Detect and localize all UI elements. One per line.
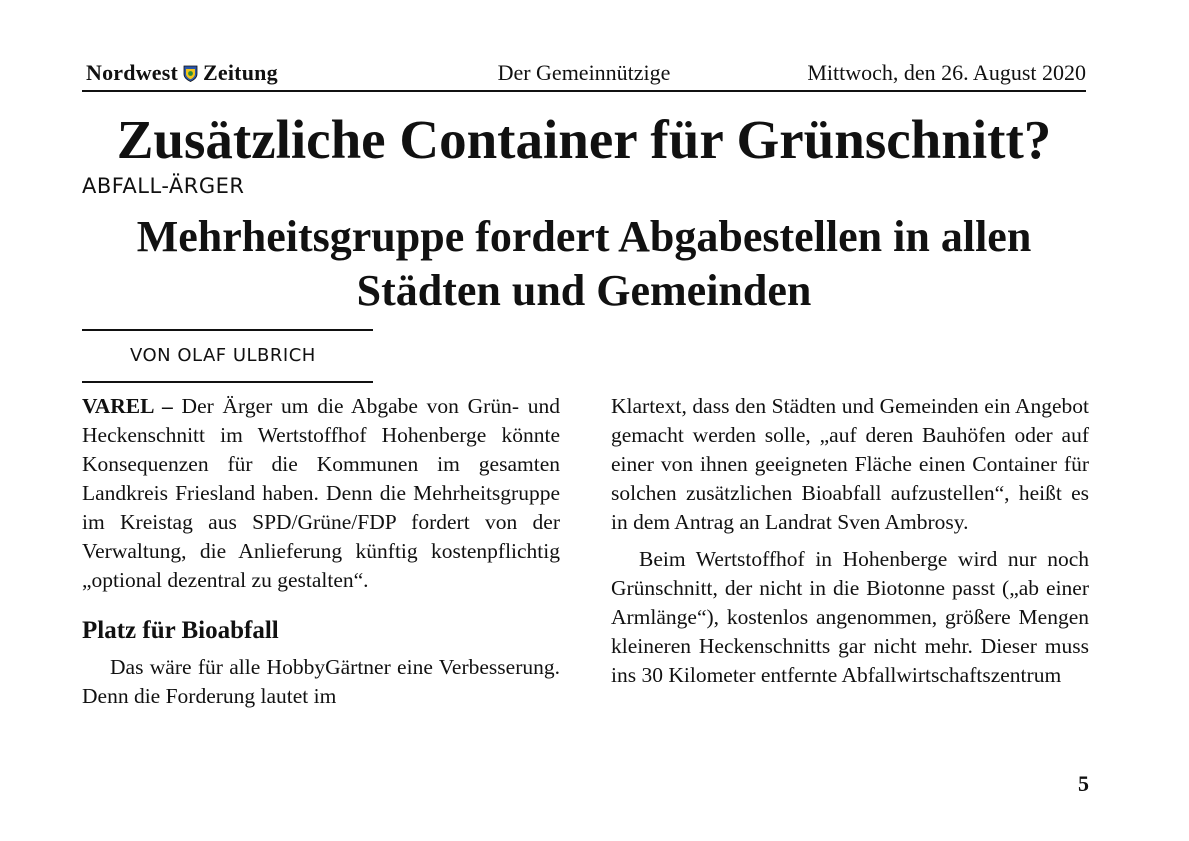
article-column-2 (611, 392, 1089, 690)
masthead (82, 54, 1086, 92)
newspaper-name-left: Nordwest (86, 60, 179, 85)
paragraph: Klartext, dass den Städten und Gemeinden ein Angebot gemacht werden solle, „auf deren Bauhöfen oder auf einer von ihnen geeigneten Fläche einen Container für solchen zusätzlichen Bioabfall aufzustellen“, heißt es in dem Antrag an Landrat Sven Ambrosy. (611, 394, 1089, 534)
interheadline: Platz für Bioabfall (82, 617, 279, 644)
subheadline: Mehrheitsgruppe fordert Abgabestellen in allen Städten und Gemeinden (136, 212, 1032, 315)
byline: VON OLAF ULBRICH (130, 345, 316, 366)
issue-date: Mittwoch, den 26. August 2020 (807, 60, 1086, 85)
dateline: VAREL – (82, 394, 173, 418)
topic-kicker: ABFALL-ÄRGER (82, 174, 245, 198)
page-number: 5 (1078, 771, 1089, 796)
paragraph: Beim Wertstoffhof in Hohenberge wird nur noch Grünschnitt, der nicht in die Biotonne passt („ab einer Armlänge“), kostenlos angenommen, größere Mengen kleineren Heckenschnitts gar nicht mehr. Dieser muss ins 30 Kilometer entfernte Abfallwirtschaftszentrum (611, 547, 1089, 687)
paragraph: Das wäre für alle HobbyGärtner eine Verbesserung. Denn die Forderung lautet im (82, 655, 560, 708)
headline: Zusätzliche Container für Grünschnitt? (116, 109, 1052, 170)
section-name: Der Gemeinnützige (497, 60, 671, 85)
lead-paragraph (82, 392, 560, 595)
byline-rule-bottom (82, 381, 373, 383)
newspaper-name-right: Zeitung (203, 60, 278, 85)
byline-rule-top (82, 329, 373, 331)
article-column-1 (82, 392, 560, 711)
lead-paragraph-text: Der Ärger um die Abgabe von Grün- und Heckenschnitt im Wertstoffhof Hohenberge könnte Konsequenzen für die Kommunen im gesamten Landkreis Friesland haben. Denn die Mehrheitsgruppe im Kreistag aus SPD/Grüne/FDP fordert von der Verwaltung, die Anlieferung künftig kostenpflichtig „optional dezentral zu gestalten“. (82, 394, 560, 592)
